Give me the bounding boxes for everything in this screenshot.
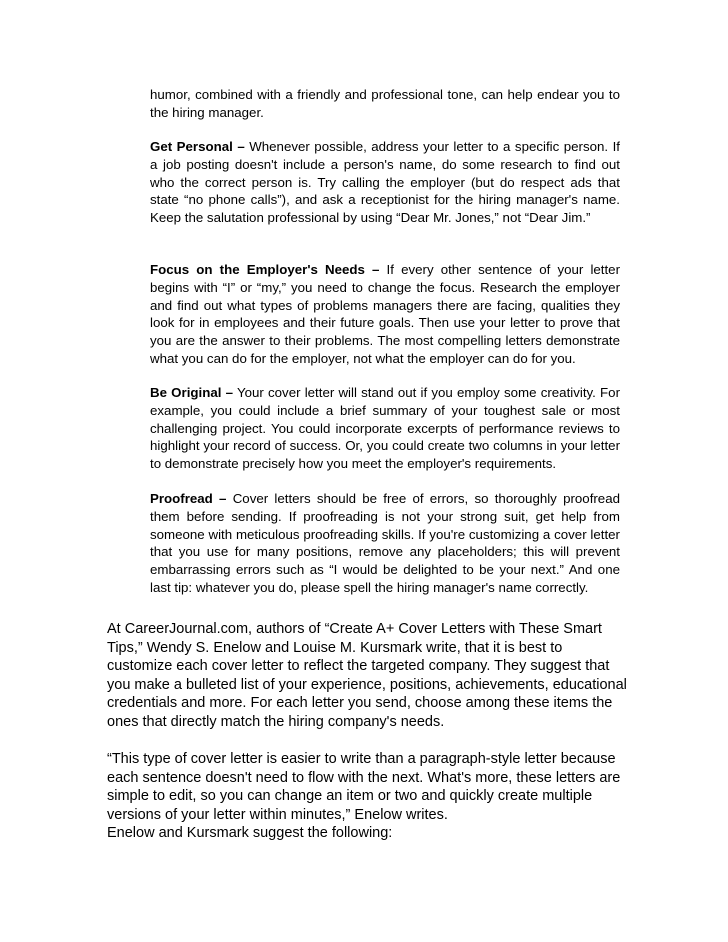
quote-line: “This type of cover letter is easier to write than a paragraph-style letter because	[107, 751, 616, 767]
tip-heading-proofread: Proofread –	[150, 491, 227, 506]
quote-line: versions of your letter within minutes,” Enelow writes.	[107, 806, 448, 823]
closing-line	[107, 824, 627, 843]
tip-get-personal	[150, 138, 620, 227]
tip-text-proofread: Cover letters should be free of errors, so thoroughly proofread them before sending. If proofreading is not your strong suit, get help from someone with meticulous proofreading skills. If you're customizing a cover letter that you use for many positions, remove any placeholders; this will prevent embarrassing errors such as “I would be delighted to be your next.” And one last tip: whatever you do, please spell the hiring manager's name correctly.	[150, 491, 620, 595]
careerjournal-paragraph	[107, 620, 627, 732]
closing-text: Enelow and Kursmark suggest the following:	[107, 825, 393, 841]
careerjournal-line: customize each cover letter to reflect the targeted company. They suggest that	[107, 658, 610, 675]
careerjournal-line: ones that directly match the hiring company's needs.	[107, 713, 445, 730]
careerjournal-line: you make a bulleted list of your experience, positions, achievements, educational	[107, 676, 627, 693]
careerjournal-line: At CareerJournal.com, authors of “Create A+ Cover Letters with These Smart	[107, 621, 602, 637]
tip-be-original	[150, 384, 620, 473]
humor-paragraph-tail	[150, 86, 620, 122]
tip-heading-employer-needs: Focus on the Employer's Needs –	[150, 262, 380, 277]
tip-heading-be-original: Be Original –	[150, 385, 234, 400]
quote-line: each sentence doesn't need to flow with the next. What's more, these letters are	[107, 769, 621, 786]
tip-employer-needs	[150, 261, 620, 368]
humor-tail-text: humor, combined with a friendly and professional tone, can help endear you to the hiring manager.	[150, 87, 620, 120]
enelow-quote-paragraph	[107, 750, 627, 824]
tip-text-employer-needs: If every other sentence of your letter begins with “I” or “my,” you need to change the focus. Research the employer and find out what types of problems managers there are facing, qualities they look for in employees and their future goals. Then use your letter to prove that you are the answer to their problems. The most compelling letters demonstrate what you can do for the employer, not what the employer can do for you.	[150, 262, 621, 366]
tip-text-get-personal: Whenever possible, address your letter to a specific person. If a job posting doesn't include a person's name, do some research to find out who the correct person is. Try calling the employer (but do respect ads that state “no phone calls”), and ask a receptionist for the hiring manager's name. Keep the salutation professional by using “Dear Mr. Jones,” not “Dear Jim.”	[150, 139, 620, 226]
careerjournal-line: Tips,” Wendy S. Enelow and Louise M. Kursmark write, that it is best to	[107, 639, 563, 656]
careerjournal-line: credentials and more. For each letter you send, choose among these items the	[107, 695, 613, 712]
tip-heading-get-personal: Get Personal –	[150, 139, 245, 154]
tip-text-be-original: Your cover letter will stand out if you employ some creativity. For example, you could include a brief summary of your toughest sale or most challenging project. You could incorporate excerpts of performance reviews to highlight your record of success. Or, you could create two columns in your letter to demonstrate precisely how you meet the employer's requirements.	[150, 385, 620, 472]
quote-line: simple to edit, so you can change an item or two and quickly create multiple	[107, 788, 593, 805]
tip-proofread	[150, 490, 620, 597]
